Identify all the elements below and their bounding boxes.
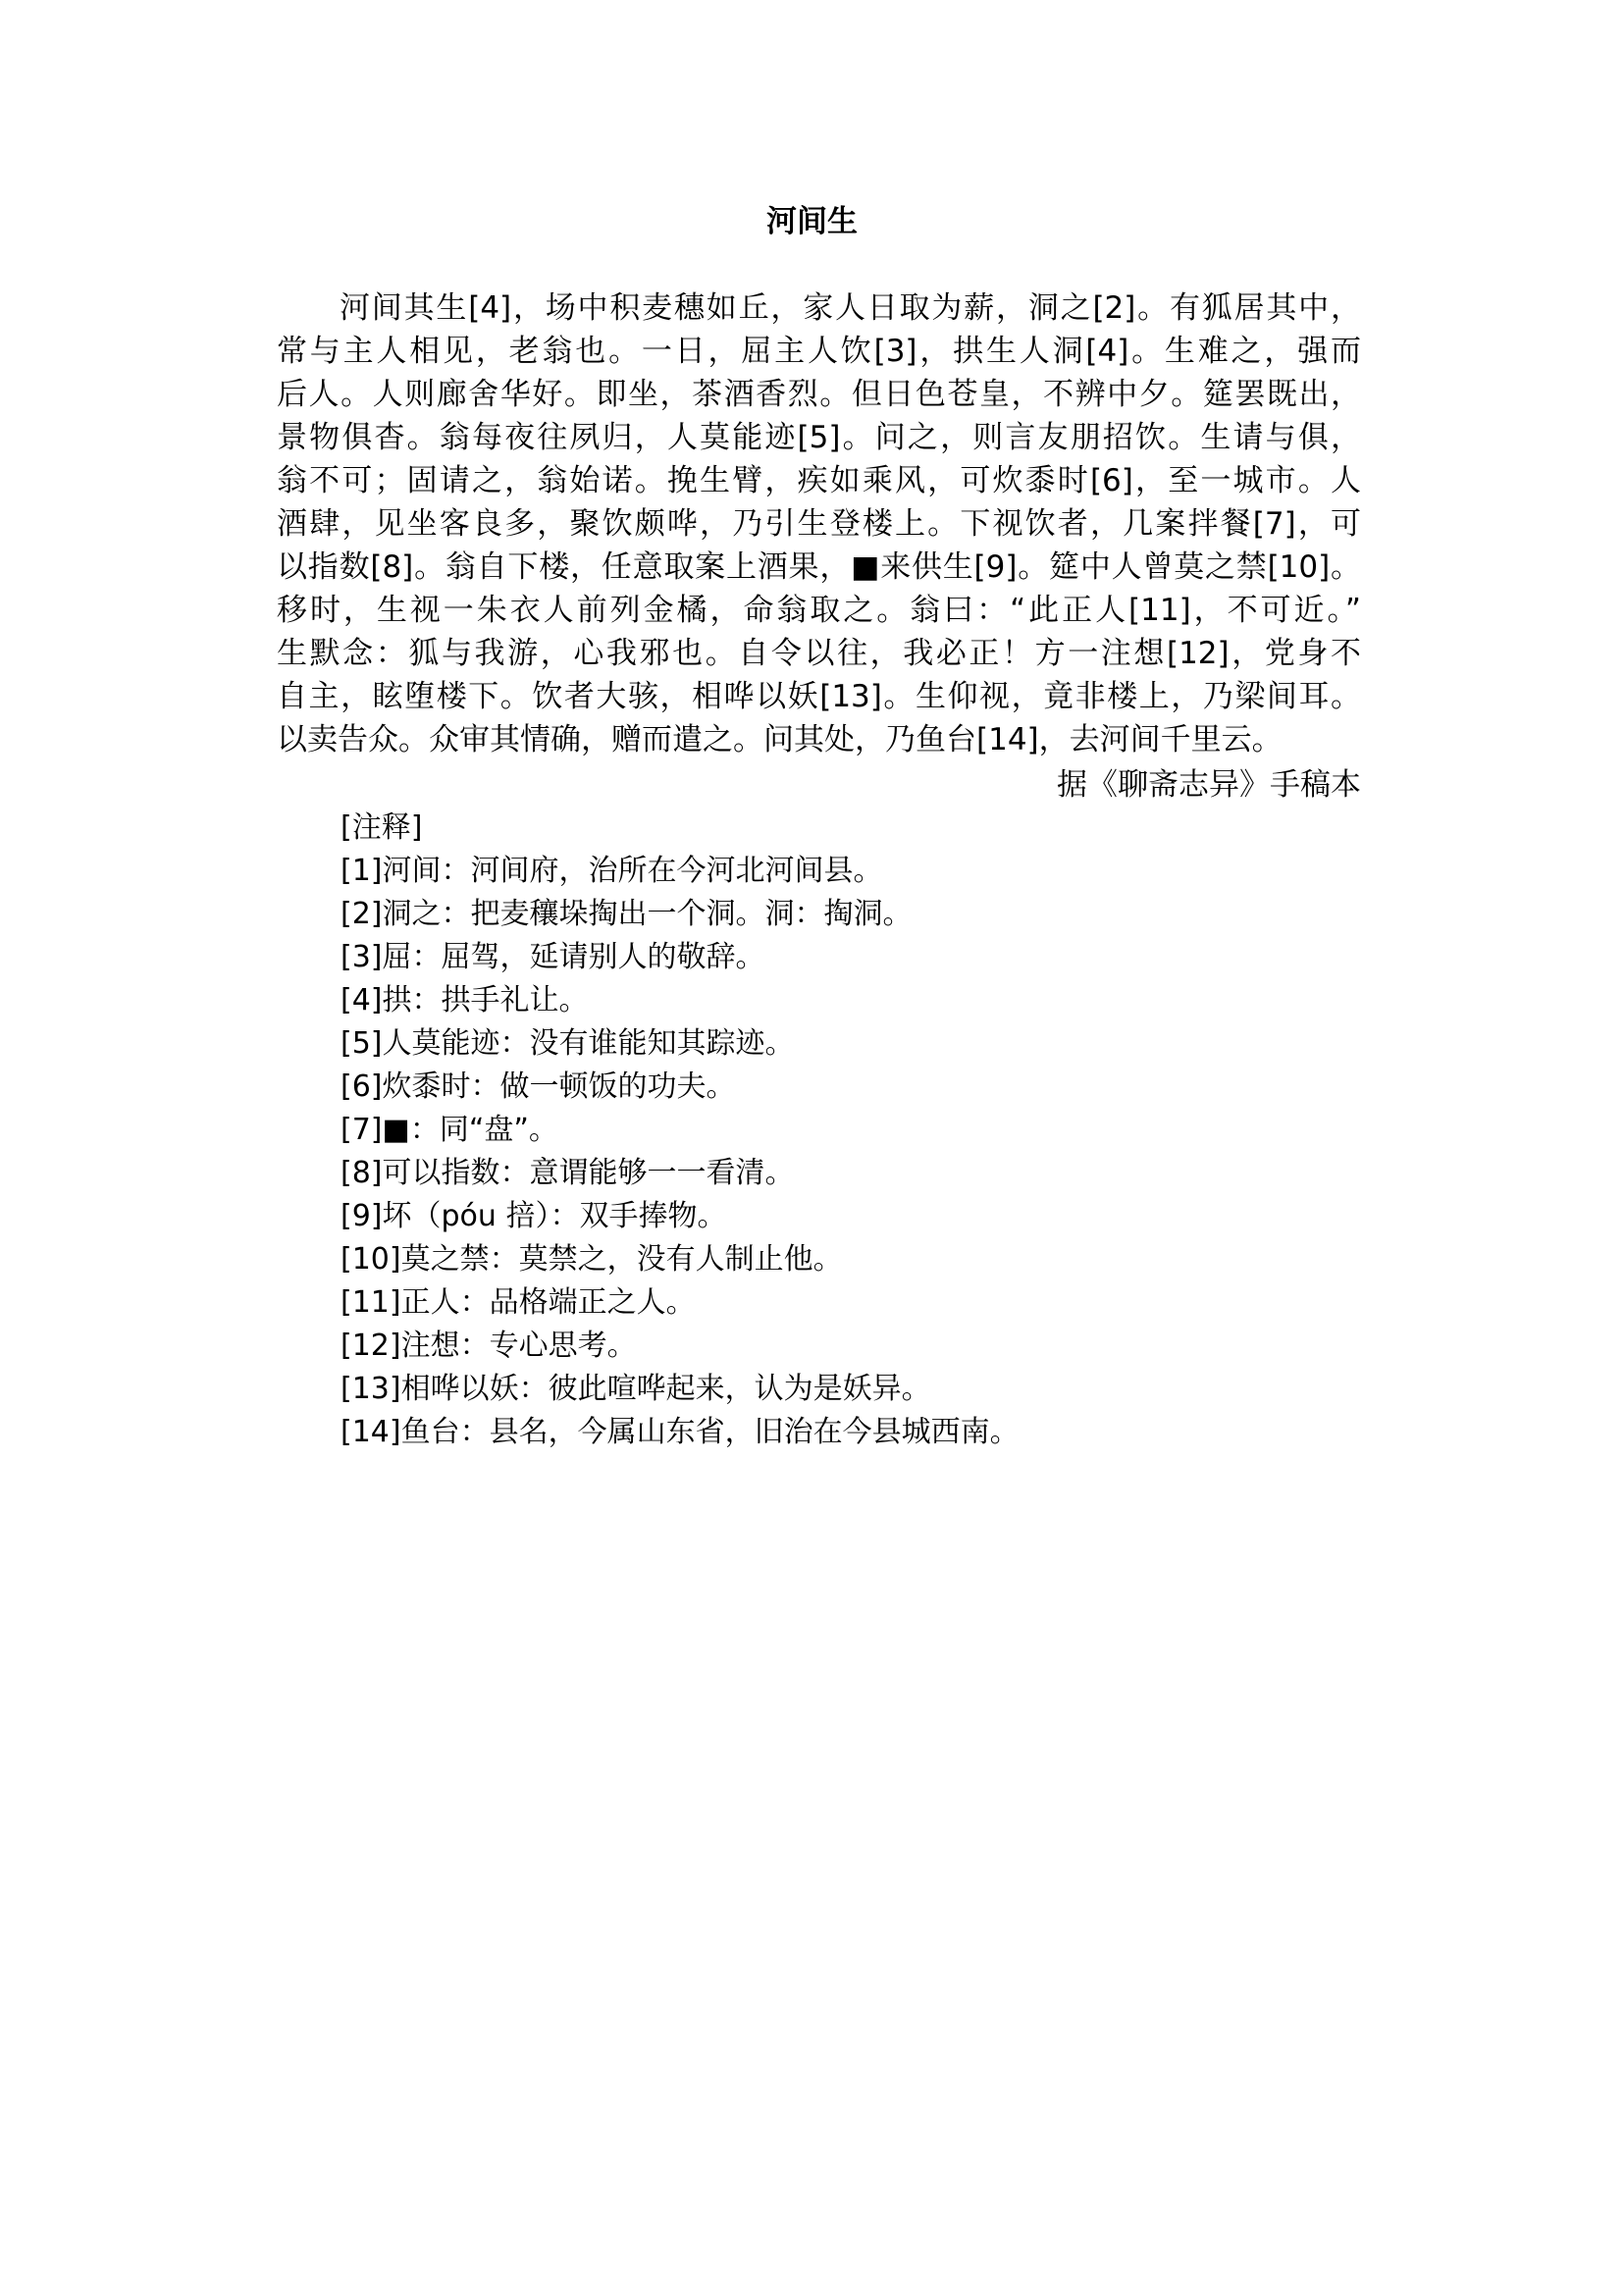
note-item: [1]河间：河间府，治所在今河北河间县。 xyxy=(341,854,883,888)
body-line: 自主，眩堕楼下。饮者大骇，相哗以妖[13]。生仰视，竟非楼上，乃梁间耳。 xyxy=(277,679,1361,714)
body-line: 景物俱杳。翁每夜往夙归，人莫能迹[5]。问之，则言友朋招饮。生请与俱， xyxy=(277,420,1361,455)
note-item: [2]洞之：把麦穰垛掏出一个洞。洞：掏洞。 xyxy=(341,897,913,931)
body-text xyxy=(277,287,1361,761)
body-line: 生默念：狐与我游，心我邪也。自令以往，我必正！方一注想[12]，党身不 xyxy=(277,636,1361,671)
notes-section xyxy=(341,807,1020,1454)
body-line: 常与主人相见，老翁也。一日，屈主人饮[3]，拱生人洞[4]。生难之，强而 xyxy=(277,334,1361,369)
body-line: 后人。人则廊舍华好。即坐，茶酒香烈。但日色苍皇，不辨中夕。筵罢既出， xyxy=(277,377,1361,412)
note-item: [8]可以指数：意谓能够一一看清。 xyxy=(341,1156,795,1190)
note-item: [9]坏（póu 掊）：双手捧物。 xyxy=(341,1199,727,1233)
note-item: [4]拱：拱手礼让。 xyxy=(341,983,589,1017)
note-item: [7]■：同“盘”。 xyxy=(341,1113,558,1147)
body-line: 翁不可；固请之，翁始诺。挽生臂，疾如乘风，可炊黍时[6]，至一城市。人 xyxy=(277,463,1361,498)
document-title: 河间生 xyxy=(766,204,858,239)
body-line: 河间其生[4]，场中积麦穗如丘，家人日取为薪，洞之[2]。有狐居其中， xyxy=(340,290,1361,326)
body-line: 以指数[8]。翁自下楼，任意取案上酒果，■来供生[9]。筵中人曾莫之禁[10]。 xyxy=(277,549,1361,585)
note-item: [11]正人：品格端正之人。 xyxy=(341,1285,696,1320)
note-item: [14]鱼台：县名，今属山东省，旧治在今县城西南。 xyxy=(341,1415,1020,1449)
note-item: [6]炊黍时：做一顿饭的功夫。 xyxy=(341,1069,736,1104)
source-attribution: 据《聊斋志异》手稿本 xyxy=(1057,767,1361,803)
body-line: 以卖告众。众审其情确，赠而遣之。问其处，乃鱼台[14]，去河间千里云。 xyxy=(277,722,1283,757)
notes-heading: [注释] xyxy=(341,810,423,845)
note-item: [5]人莫能迹：没有谁能知其踪迹。 xyxy=(341,1026,795,1061)
note-item: [13]相哗以妖：彼此喧哗起来，认为是妖异。 xyxy=(341,1372,931,1406)
note-item: [3]屈：屈驾，延请别人的敬辞。 xyxy=(341,940,765,974)
body-line: 酒肆，见坐客良多，聚饮颇哗，乃引生登楼上。下视饮者，几案拌餐[7]，可 xyxy=(277,506,1361,542)
note-item: [12]注想：专心思考。 xyxy=(341,1329,637,1363)
note-item: [10]莫之禁：莫禁之，没有人制止他。 xyxy=(341,1242,843,1277)
body-line: 移时，生视一朱衣人前列金橘，命翁取之。翁曰：“此正人[11]，不可近。” xyxy=(277,593,1361,628)
